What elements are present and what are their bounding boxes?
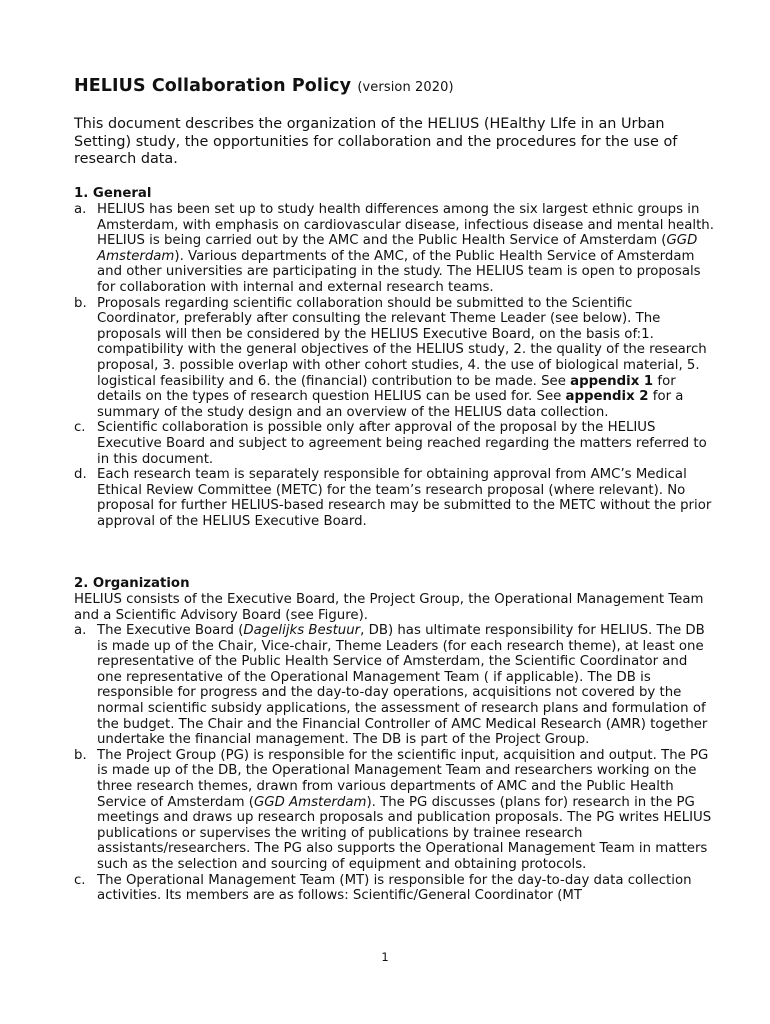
section-heading-organization: 2. Organization — [74, 576, 190, 591]
list-item: b. The Project Group (PG) is responsible for the scientific input, acquisition and output. The PG is made up of the DB, the Operational Management Team and researchers working on the three research themes, drawn from various departments of AMC and the Public Health Service of Amsterdam (GGD Amsterdam). The PG discusses (plans for) research in the PG meetings and draws up research proposals and publication proposals. The PG writes HELIUS publications or supervises the writing of publications by trainee research assistants/researchers. The PG also supports the Operational Management Team in matters such as the selection and sourcing of equipment and obtaining protocols. — [74, 747, 712, 872]
list-item-label: a. — [74, 202, 87, 217]
list-item-label: c. — [74, 872, 86, 888]
list-item: d. Each research team is separately responsible for obtaining approval from AMC’s Medical Ethical Review Committee (METC) for the team’s research proposal (where relevant). No proposal for further HELIUS-based research may be submitted to the METC without the prior approval of the HELIUS Executive Board. — [74, 467, 712, 529]
italic-term: GGD Amsterdam — [253, 794, 367, 810]
version-label: (version 2020) — [357, 80, 454, 95]
organization-lead: HELIUS consists of the Executive Board, the Project Group, the Operational Management Team and a Scientific Advisory Board (see Figure). — [74, 592, 704, 623]
organization-list — [74, 623, 714, 904]
list-item: c. The Operational Management Team (MT) is responsible for the day-to-day data collection activities. Its members are as follows: Scientific/General Coordinator (MT — [74, 872, 692, 904]
page-number: 1 — [381, 950, 389, 964]
list-item-label: d. — [74, 467, 87, 483]
general-list — [74, 202, 714, 529]
title-text: HELIUS Collaboration Policy — [74, 76, 352, 96]
list-item-label: b. — [74, 747, 87, 763]
list-item: a. The Executive Board (Dagelijks Bestuur, DB) has ultimate responsibility for HELIUS. The DB is made up of the Chair, Vice-chair, Theme Leaders (for each research theme), at least one representative of the Public Health Service of Amsterdam, the Scientific Coordinator and one representative of the Operational Management Team ( if applicable). The DB is responsible for progress and the day-to-day operations, acquisitions not covered by the normal scientific subsidy applications, the assessment of research plans and formulation of the budget. The Chair and the Financial Controller of AMC Medical Research (AMR) together undertake the financial management. The DB is part of the Project Group. — [74, 623, 708, 748]
list-item-label: a. — [74, 623, 87, 638]
italic-term: GGD Amsterdam — [97, 233, 698, 264]
document-title — [74, 76, 454, 96]
list-item: a. HELIUS has been set up to study health differences among the six largest ethnic groups in Amsterdam, with emphasis on cardiovascular disease, infectious disease and mental health. HELIUS is being carried out by the AMC and the Public Health Service of Amsterdam (GGD Amsterdam). Various departments of the AMC, of the Public Health Service of Amsterdam and other universities are participating in the study. The HELIUS team is open to proposals for collaboration with internal and external research teams. — [74, 202, 714, 295]
intro-paragraph: This document describes the organization of the HELIUS (HEalthy LIfe in an Urban Setting) study, the opportunities for collaboration and the procedures for the use of research data. — [74, 116, 678, 167]
list-item-label: b. — [74, 295, 87, 311]
list-item-label: c. — [74, 420, 86, 436]
appendix-1-reference: appendix 1 — [570, 373, 654, 389]
italic-term: Dagelijks Bestuur — [243, 623, 361, 638]
appendix-2-reference: appendix 2 — [565, 389, 649, 405]
list-item: c. Scientific collaboration is possible only after approval of the proposal by the HELIUS Executive Board and subject to agreement being reached regarding the matters referred to in this document. — [74, 420, 707, 467]
section-heading-general: 1. General — [74, 186, 152, 201]
list-item: b. Proposals regarding scientific collaboration should be submitted to the Scientific Coordinator, preferably after consulting the relevant Theme Leader (see below). The proposals will then be considered by the HELIUS Executive Board, on the basis of:1. compatibility with the general objectives of the HELIUS study, 2. the quality of the research proposal, 3. possible overlap with other cohort studies, 4. the use of biological material, 5. logistical feasibility and 6. the (financial) contribution to be made. See appendix 1 for details on the types of research question HELIUS can be used for. See appendix 2 for a summary of the study design and an overview of the HELIUS data collection. — [74, 295, 707, 420]
